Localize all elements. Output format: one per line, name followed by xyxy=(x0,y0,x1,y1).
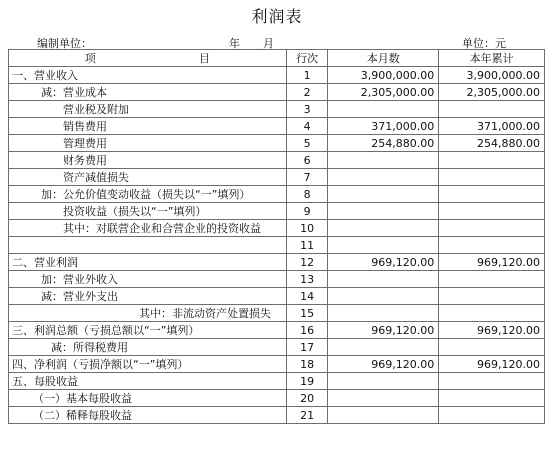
row-year-to-date xyxy=(439,237,545,254)
row-item-label: 销售费用 xyxy=(9,118,287,135)
row-current-month: 969,120.00 xyxy=(328,322,439,339)
row-current-month xyxy=(328,407,439,424)
row-year-to-date xyxy=(439,288,545,305)
year-label: 年 xyxy=(229,37,240,50)
table-row xyxy=(9,305,545,322)
income-statement-table xyxy=(8,49,545,424)
header-item-left: 项 xyxy=(84,52,96,65)
table-row xyxy=(9,118,545,135)
row-current-month: 969,120.00 xyxy=(328,356,439,373)
table-row xyxy=(9,220,545,237)
row-item-label: 资产减值损失 xyxy=(9,169,287,186)
row-year-to-date: 254,880.00 xyxy=(439,135,545,152)
row-current-month xyxy=(328,169,439,186)
table-row xyxy=(9,135,545,152)
row-item-label: 投资收益（损失以“一”填列） xyxy=(9,203,287,220)
row-item-label: 减：营业外支出 xyxy=(9,288,287,305)
row-current-month xyxy=(328,101,439,118)
row-line-no: 1 xyxy=(286,67,327,84)
row-current-month xyxy=(328,220,439,237)
row-line-no: 14 xyxy=(286,288,327,305)
row-line-no: 20 xyxy=(286,390,327,407)
row-item-label: 减：营业成本 xyxy=(9,84,287,101)
row-year-to-date xyxy=(439,390,545,407)
row-current-month xyxy=(328,390,439,407)
row-current-month: 969,120.00 xyxy=(328,254,439,271)
row-line-no: 2 xyxy=(286,84,327,101)
row-item-label: 营业税及附加 xyxy=(9,101,287,118)
row-year-to-date xyxy=(439,203,545,220)
row-year-to-date xyxy=(439,152,545,169)
row-item-label: 其中：对联营企业和合营企业的投资收益 xyxy=(9,220,287,237)
table-row xyxy=(9,254,545,271)
row-current-month xyxy=(328,203,439,220)
row-year-to-date xyxy=(439,339,545,356)
row-line-no: 18 xyxy=(286,356,327,373)
row-line-no: 6 xyxy=(286,152,327,169)
row-line-no: 15 xyxy=(286,305,327,322)
table-row xyxy=(9,390,545,407)
row-item-label: 管理费用 xyxy=(9,135,287,152)
header-line-no: 行次 xyxy=(286,50,327,67)
table-row xyxy=(9,186,545,203)
row-year-to-date: 371,000.00 xyxy=(439,118,545,135)
row-current-month xyxy=(328,339,439,356)
table-row xyxy=(9,67,545,84)
row-line-no: 17 xyxy=(286,339,327,356)
row-current-month: 3,900,000.00 xyxy=(328,67,439,84)
table-row xyxy=(9,152,545,169)
row-year-to-date: 969,120.00 xyxy=(439,356,545,373)
row-line-no: 3 xyxy=(286,101,327,118)
row-year-to-date xyxy=(439,101,545,118)
row-item-label: 一、营业收入 xyxy=(9,67,287,84)
row-current-month xyxy=(328,271,439,288)
table-row xyxy=(9,203,545,220)
row-line-no: 8 xyxy=(286,186,327,203)
row-item-label: 加：公允价值变动收益（损失以“一”填列） xyxy=(9,186,287,203)
row-line-no: 9 xyxy=(286,203,327,220)
row-line-no: 13 xyxy=(286,271,327,288)
row-item-label: 加：营业外收入 xyxy=(9,271,287,288)
row-current-month xyxy=(328,305,439,322)
header-item xyxy=(9,50,287,67)
row-year-to-date xyxy=(439,407,545,424)
row-line-no: 5 xyxy=(286,135,327,152)
row-year-to-date: 969,120.00 xyxy=(439,254,545,271)
row-item-label xyxy=(9,237,287,254)
row-current-month xyxy=(328,373,439,390)
table-row xyxy=(9,101,545,118)
row-line-no: 4 xyxy=(286,118,327,135)
row-line-no: 10 xyxy=(286,220,327,237)
month-label: 月 xyxy=(263,37,274,50)
row-current-month xyxy=(328,288,439,305)
row-year-to-date xyxy=(439,271,545,288)
row-year-to-date: 2,305,000.00 xyxy=(439,84,545,101)
table-row xyxy=(9,373,545,390)
preparing-unit-label: 编制单位： xyxy=(37,37,92,50)
table-row xyxy=(9,322,545,339)
row-item-label: （二）稀释每股收益 xyxy=(9,407,287,424)
row-item-label: 其中：非流动资产处置损失 xyxy=(9,305,287,322)
row-year-to-date xyxy=(439,220,545,237)
row-line-no: 19 xyxy=(286,373,327,390)
row-item-label: 二、营业利润 xyxy=(9,254,287,271)
row-item-label: 减：所得税费用 xyxy=(9,339,287,356)
row-item-label: 财务费用 xyxy=(9,152,287,169)
table-row xyxy=(9,356,545,373)
currency-unit-label: 单位：元 xyxy=(462,37,506,50)
row-item-label: 五、每股收益 xyxy=(9,373,287,390)
table-row xyxy=(9,339,545,356)
table-row xyxy=(9,271,545,288)
row-line-no: 12 xyxy=(286,254,327,271)
table-row xyxy=(9,407,545,424)
table-row xyxy=(9,169,545,186)
row-current-month: 254,880.00 xyxy=(328,135,439,152)
table-row xyxy=(9,84,545,101)
row-current-month: 2,305,000.00 xyxy=(328,84,439,101)
row-line-no: 21 xyxy=(286,407,327,424)
table-row xyxy=(9,237,545,254)
row-item-label: 三、利润总额（亏损总额以“一”填列） xyxy=(9,322,287,339)
row-line-no: 7 xyxy=(286,169,327,186)
document-title: 利润表 xyxy=(251,7,303,26)
table-header-row xyxy=(9,50,545,67)
row-current-month xyxy=(328,186,439,203)
row-current-month: 371,000.00 xyxy=(328,118,439,135)
row-year-to-date: 969,120.00 xyxy=(439,322,545,339)
row-line-no: 11 xyxy=(286,237,327,254)
header-current-month: 本月数 xyxy=(328,50,439,67)
header-item-right: 目 xyxy=(198,52,210,65)
row-current-month xyxy=(328,152,439,169)
header-year-to-date: 本年累计 xyxy=(439,50,545,67)
row-year-to-date xyxy=(439,373,545,390)
row-year-to-date xyxy=(439,169,545,186)
row-current-month xyxy=(328,237,439,254)
row-year-to-date xyxy=(439,305,545,322)
row-item-label: 四、净利润（亏损净额以“一”填列） xyxy=(9,356,287,373)
row-item-label: （一）基本每股收益 xyxy=(9,390,287,407)
row-line-no: 16 xyxy=(286,322,327,339)
row-year-to-date xyxy=(439,186,545,203)
row-year-to-date: 3,900,000.00 xyxy=(439,67,545,84)
table-row xyxy=(9,288,545,305)
